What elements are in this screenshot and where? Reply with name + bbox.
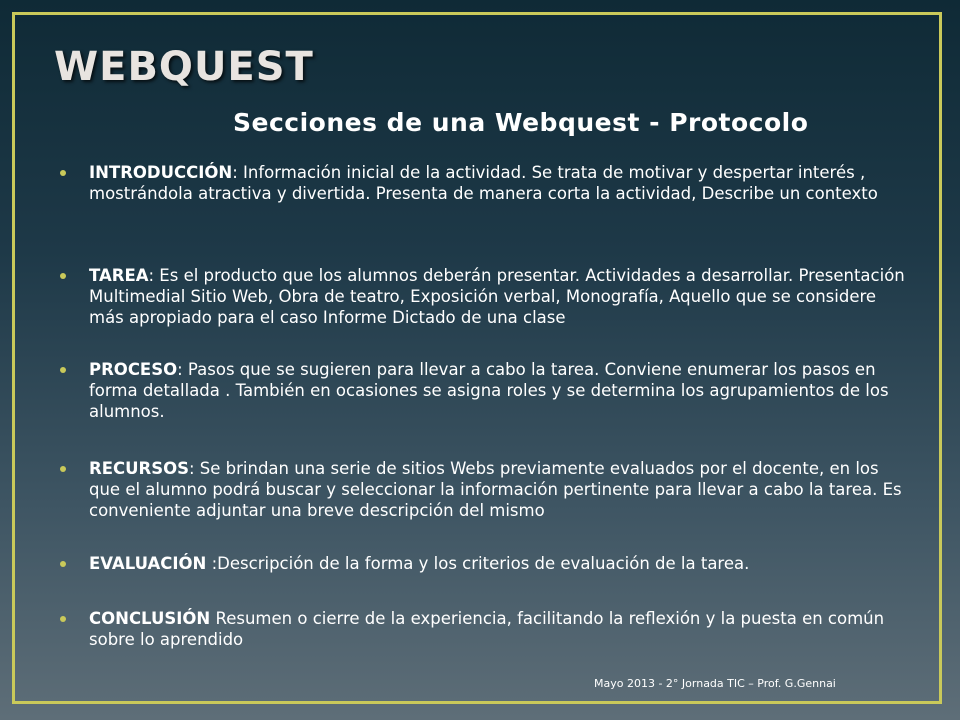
section-introduccion bbox=[60, 162, 910, 204]
slide-footer: Mayo 2013 - 2° Jornada TIC – Prof. G.Gennai bbox=[594, 677, 836, 690]
section-evaluacion bbox=[60, 553, 910, 574]
section-term: TAREA bbox=[89, 266, 149, 285]
bullet-icon bbox=[60, 616, 66, 622]
section-text: Resumen o cierre de la experiencia, facilitando la reflexión y la puesta en común sobre lo aprendido bbox=[89, 609, 885, 649]
section-text: : Pasos que se sugieren para llevar a cabo la tarea. Conviene enumerar los pasos en forma detallada . También en ocasiones se asigna roles y se determina los agrupamientos de los alumnos. bbox=[89, 360, 889, 421]
bullet-icon bbox=[60, 367, 66, 373]
section-term: CONCLUSIÓN bbox=[89, 609, 211, 628]
section-text: : Información inicial de la actividad. Se trata de motivar y despertar interés , mostrándola atractiva y divertida. Presenta de manera corta la actividad, Describe un contexto bbox=[89, 163, 878, 203]
section-conclusion bbox=[60, 608, 910, 650]
bullet-icon bbox=[60, 561, 66, 567]
bullet-icon bbox=[60, 466, 66, 472]
bullet-icon bbox=[60, 273, 66, 279]
slide-title: WEBQUEST bbox=[54, 44, 314, 90]
section-term: INTRODUCCIÓN bbox=[89, 163, 233, 182]
section-term: PROCESO bbox=[89, 360, 178, 379]
bullet-icon bbox=[60, 170, 66, 176]
section-text: : Es el producto que los alumnos deberán presentar. Actividades a desarrollar. Presentación Multimedial Sitio Web, Obra de teatro, Exposición verbal, Monografía, Aquello que se considere más apropiado para el caso Informe Dictado de una clase bbox=[89, 266, 905, 327]
section-proceso bbox=[60, 359, 910, 422]
section-text: : Se brindan una serie de sitios Webs previamente evaluados por el docente, en los que el alumno podrá buscar y seleccionar la información pertinente para llevar a cabo la tarea. Es conveniente adjuntar una breve descripción del mismo bbox=[89, 459, 902, 520]
section-recursos bbox=[60, 458, 910, 521]
section-tarea bbox=[60, 265, 910, 328]
section-text: :Descripción de la forma y los criterios de evaluación de la tarea. bbox=[206, 554, 750, 573]
section-term: EVALUACIÓN bbox=[89, 554, 207, 573]
slide-subtitle: Secciones de una Webquest - Protocolo bbox=[233, 108, 809, 137]
section-term: RECURSOS bbox=[89, 459, 189, 478]
